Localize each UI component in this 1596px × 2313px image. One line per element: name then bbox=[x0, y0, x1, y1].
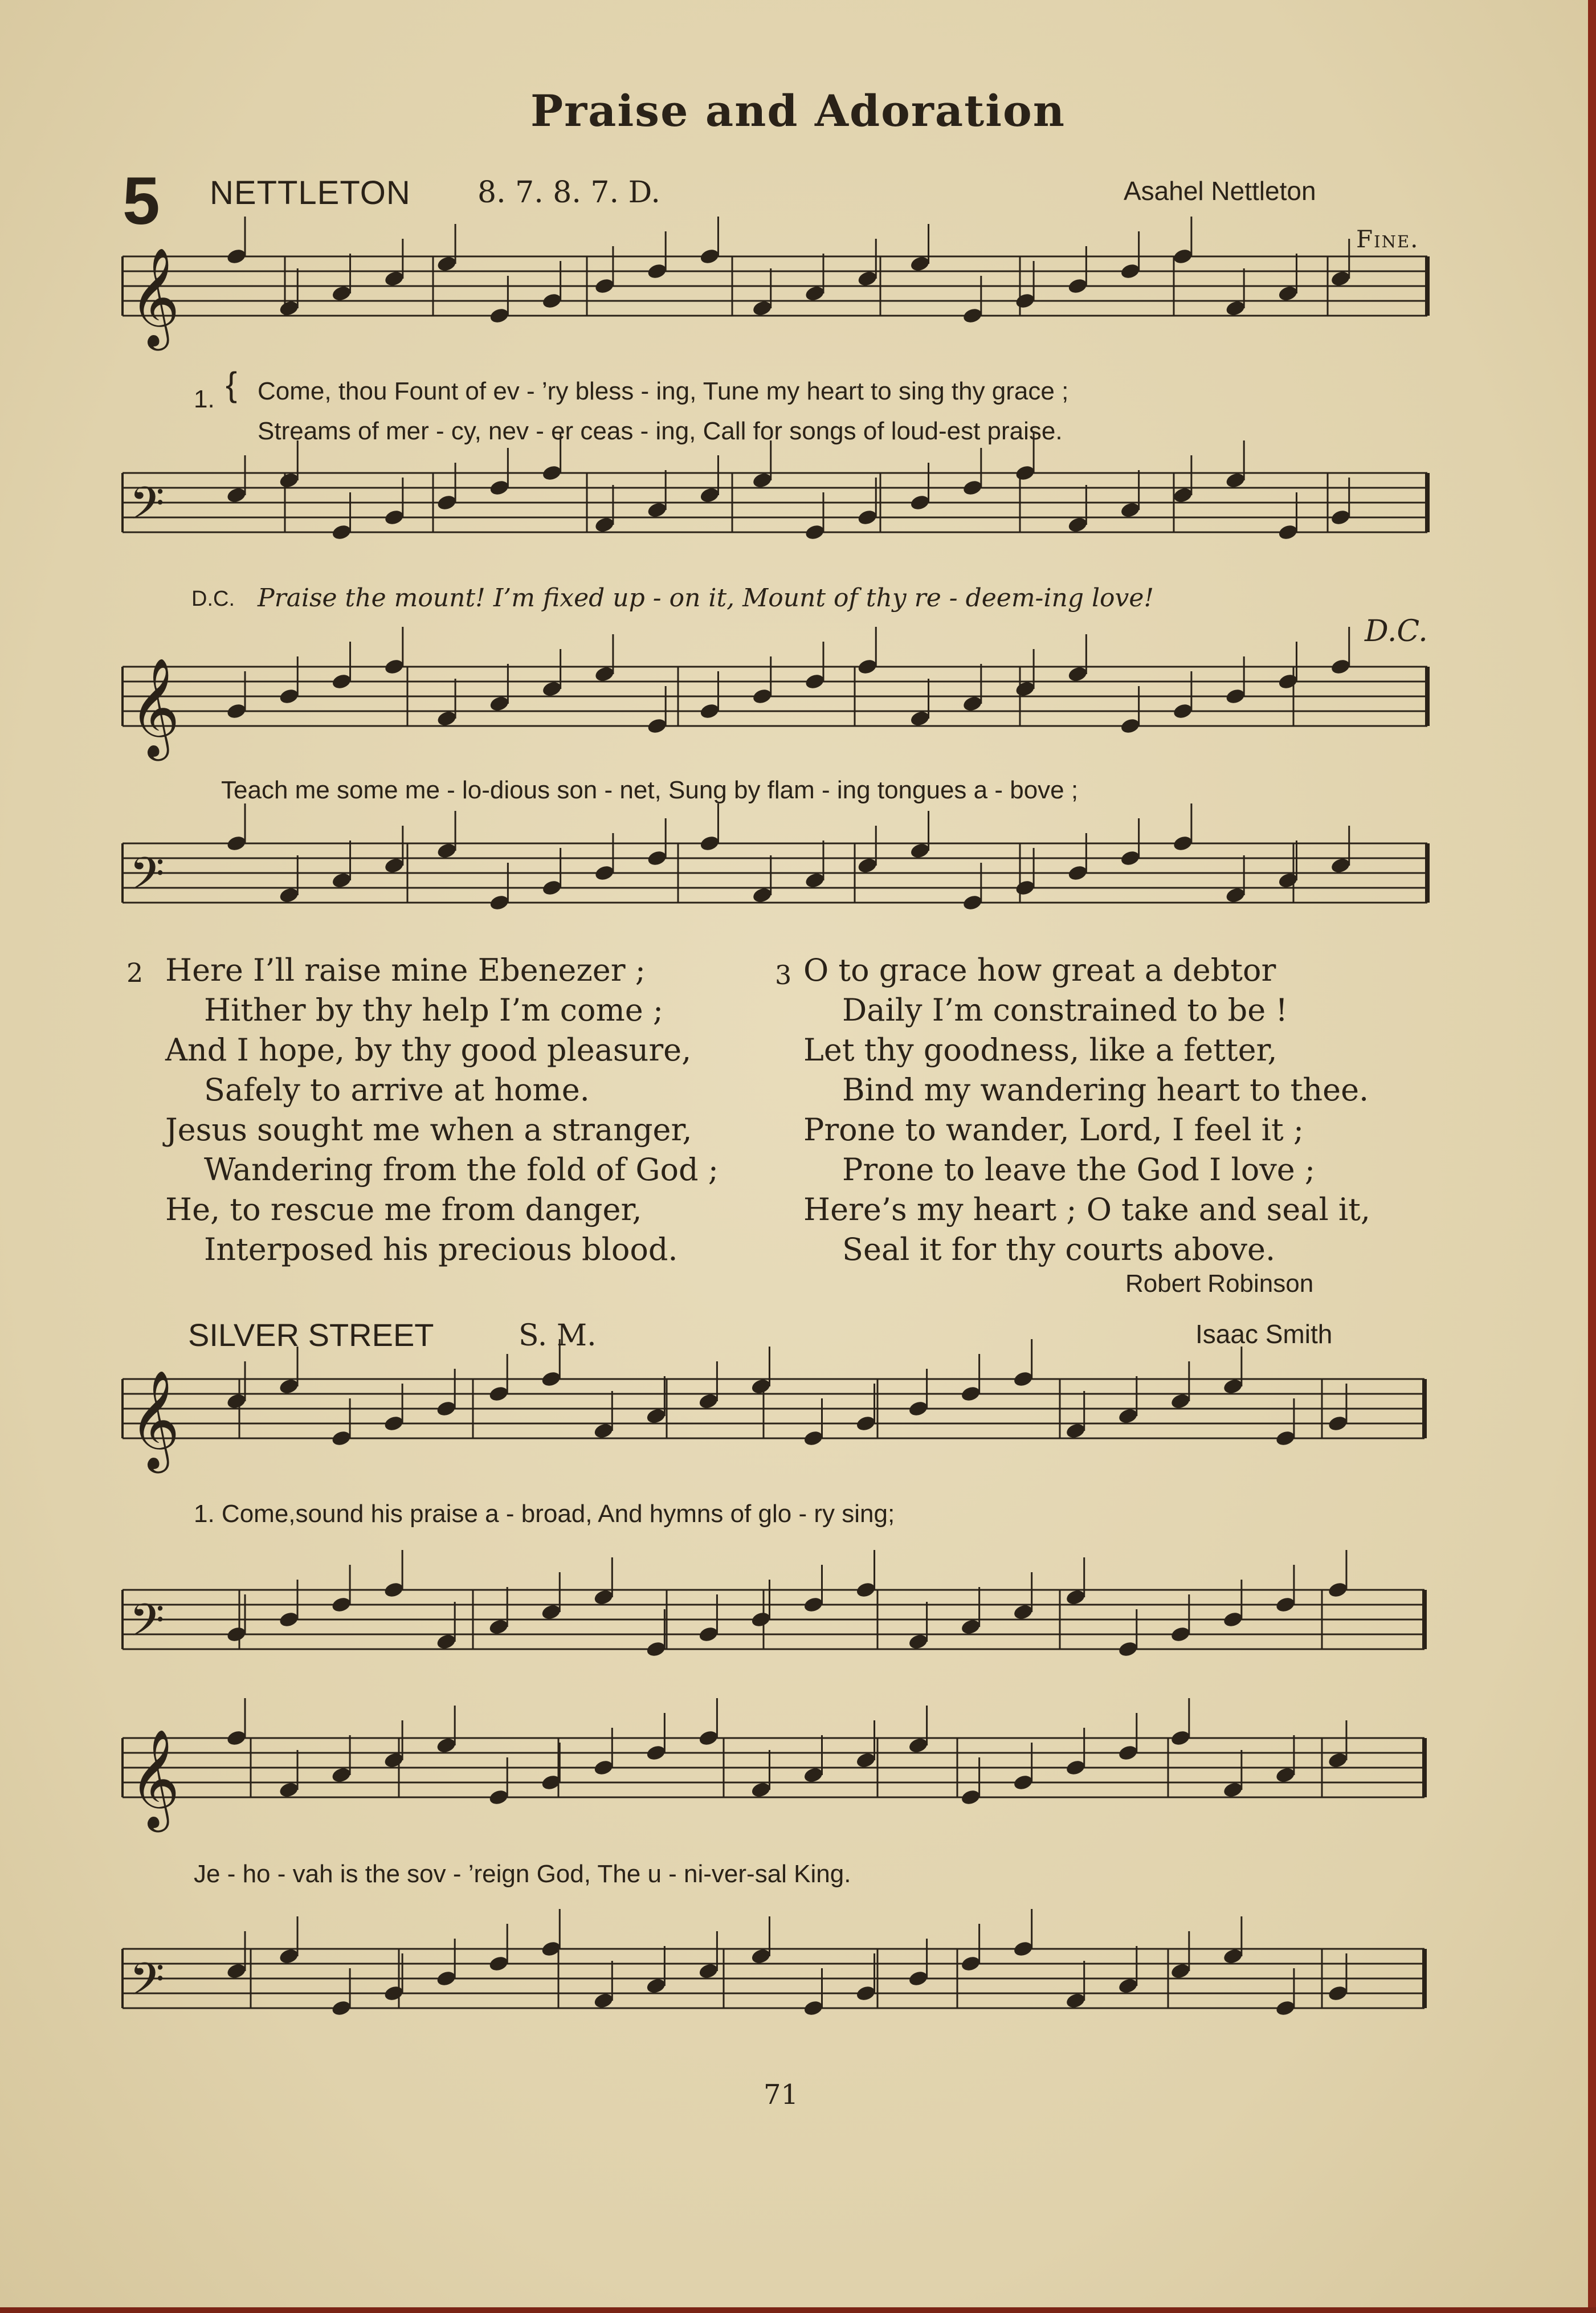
note-head bbox=[646, 501, 668, 519]
note-head bbox=[1275, 1596, 1296, 1614]
note-head bbox=[383, 1984, 405, 2002]
note-head bbox=[226, 702, 247, 720]
note-head bbox=[488, 1955, 509, 1973]
note-head bbox=[804, 284, 826, 303]
note-head bbox=[488, 1618, 509, 1636]
note-head bbox=[488, 1788, 509, 1806]
note-head bbox=[750, 1781, 772, 1799]
note-head bbox=[489, 695, 511, 713]
note-head bbox=[908, 1400, 929, 1418]
note-head bbox=[1120, 717, 1141, 735]
note-head bbox=[699, 247, 721, 266]
note-head bbox=[856, 658, 878, 676]
note-head bbox=[1222, 1781, 1244, 1799]
note-head bbox=[1065, 1992, 1087, 2010]
note-head bbox=[960, 1385, 982, 1403]
bass-clef-icon: 𝄢 bbox=[129, 1594, 165, 1658]
note-head bbox=[909, 493, 931, 512]
note-head bbox=[855, 1414, 877, 1433]
note-head bbox=[908, 1633, 929, 1651]
note-head bbox=[330, 1766, 352, 1784]
page-header: Praise and Adoration bbox=[530, 85, 1066, 136]
fine-mark: Fine. bbox=[1356, 225, 1419, 253]
dc-lyric-line: Praise the mount! I’m fixed up - on it, Mount of thy re - deem-ing love! bbox=[258, 584, 1154, 613]
note-head bbox=[1327, 1984, 1349, 2002]
note-head bbox=[1065, 1422, 1087, 1440]
bass-clef-icon: 𝄢 bbox=[129, 847, 165, 911]
note-head bbox=[698, 1625, 720, 1643]
note-head bbox=[1277, 284, 1299, 303]
note-head bbox=[331, 672, 353, 691]
note-head bbox=[750, 1610, 772, 1629]
stanza-line: Let thy goodness, like a fetter, bbox=[803, 1032, 1277, 1068]
note-head bbox=[541, 879, 563, 897]
note-head bbox=[435, 1969, 457, 1988]
note-head bbox=[488, 1385, 509, 1403]
note-head bbox=[698, 1962, 720, 1980]
treble-clef-icon: 𝄞 bbox=[129, 1370, 180, 1469]
note-head bbox=[804, 523, 826, 541]
note-head bbox=[436, 842, 458, 860]
tune-composer: Isaac Smith bbox=[1195, 1319, 1333, 1349]
note-head bbox=[1222, 1610, 1244, 1629]
note-head bbox=[436, 709, 458, 728]
note-head bbox=[960, 1618, 982, 1636]
note-head bbox=[1170, 1729, 1191, 1747]
note-head bbox=[541, 292, 563, 310]
note-head bbox=[331, 284, 353, 303]
note-head bbox=[1224, 886, 1246, 904]
note-head bbox=[750, 1377, 772, 1396]
note-head bbox=[435, 1400, 457, 1418]
note-head bbox=[1013, 1603, 1034, 1621]
note-head bbox=[1013, 1940, 1034, 1958]
note-head bbox=[435, 1736, 457, 1755]
note-head bbox=[960, 1788, 982, 1806]
note-head bbox=[646, 1977, 667, 1995]
note-head bbox=[1013, 1370, 1034, 1388]
note-head bbox=[1120, 262, 1141, 280]
note-head bbox=[435, 1633, 457, 1651]
stanza-line: Seal it for thy courts above. bbox=[842, 1231, 1276, 1267]
note-head bbox=[646, 717, 668, 735]
note-head bbox=[1172, 702, 1194, 720]
note-head bbox=[962, 479, 983, 497]
note-head bbox=[804, 871, 826, 890]
note-head bbox=[541, 680, 563, 698]
note-head bbox=[908, 1736, 929, 1755]
stanza-number: 2 bbox=[126, 957, 144, 988]
note-head bbox=[752, 299, 773, 317]
note-head bbox=[1067, 277, 1089, 295]
note-head bbox=[1172, 486, 1194, 504]
note-head bbox=[1172, 834, 1194, 852]
note-head bbox=[1327, 1414, 1349, 1433]
note-head bbox=[383, 856, 405, 875]
note-head bbox=[646, 1407, 667, 1425]
lyric-line: Streams of mer - cy, nev - er ceas - ing, Call for songs of loud-est praise. bbox=[258, 417, 1063, 445]
note-head bbox=[909, 255, 931, 273]
note-head bbox=[1065, 1759, 1087, 1777]
note-head bbox=[1275, 1999, 1296, 2017]
note-head bbox=[1170, 1392, 1191, 1410]
treble-clef-icon: 𝄞 bbox=[129, 247, 180, 346]
note-head bbox=[1222, 1947, 1244, 1965]
note-head bbox=[226, 247, 247, 266]
note-head bbox=[226, 486, 247, 504]
note-head bbox=[646, 849, 668, 867]
stanza-line: Daily I’m constrained to be ! bbox=[842, 992, 1288, 1028]
note-head bbox=[962, 307, 983, 325]
stanza-line: Wandering from the fold of God ; bbox=[204, 1152, 719, 1188]
note-head bbox=[383, 1414, 405, 1433]
note-head bbox=[1224, 299, 1246, 317]
note-head bbox=[278, 1947, 300, 1965]
note-head bbox=[646, 1744, 667, 1762]
note-head bbox=[593, 1759, 615, 1777]
note-head bbox=[855, 1581, 877, 1599]
lyric-line: 1. Come,sound his praise a - broad, And hymns of glo - ry sing; bbox=[194, 1500, 895, 1528]
note-head bbox=[383, 1581, 405, 1599]
note-head bbox=[594, 516, 615, 534]
note-head bbox=[1117, 1977, 1139, 1995]
note-head bbox=[962, 695, 983, 713]
note-head bbox=[594, 277, 615, 295]
tune-meter: 8. 7. 8. 7. D. bbox=[477, 176, 660, 210]
note-head bbox=[1224, 687, 1246, 705]
note-head bbox=[752, 687, 773, 705]
note-head bbox=[331, 871, 353, 890]
note-head bbox=[330, 1429, 352, 1447]
note-head bbox=[541, 464, 563, 482]
hymn-author: Robert Robinson bbox=[1125, 1270, 1314, 1298]
treble-clef-icon: 𝄞 bbox=[129, 1729, 180, 1828]
note-head bbox=[909, 709, 931, 728]
stanza-line: Jesus sought me when a stranger, bbox=[165, 1112, 692, 1148]
note-head bbox=[803, 1999, 824, 2017]
note-head bbox=[1067, 665, 1089, 683]
note-head bbox=[436, 493, 458, 512]
note-head bbox=[1065, 1588, 1087, 1606]
note-head bbox=[1277, 871, 1299, 890]
note-head bbox=[1327, 1581, 1349, 1599]
note-head bbox=[1224, 471, 1246, 489]
note-head bbox=[1330, 658, 1352, 676]
note-head bbox=[1330, 270, 1352, 288]
note-head bbox=[330, 1999, 352, 2017]
brace-left-top: { bbox=[226, 365, 238, 403]
note-head bbox=[1330, 508, 1352, 527]
note-head bbox=[908, 1969, 929, 1988]
note-head bbox=[646, 1640, 667, 1658]
note-head bbox=[960, 1955, 982, 1973]
note-head bbox=[489, 307, 511, 325]
dc-label: D.C. bbox=[191, 587, 235, 611]
bass-clef-icon: 𝄢 bbox=[129, 1953, 165, 2017]
note-head bbox=[278, 1377, 300, 1396]
dc-mark: D.C. bbox=[1365, 614, 1428, 648]
bass-clef-icon: 𝄢 bbox=[129, 477, 165, 541]
note-head bbox=[594, 864, 615, 882]
note-head bbox=[594, 665, 615, 683]
note-head bbox=[1275, 1429, 1296, 1447]
note-head bbox=[278, 1610, 300, 1629]
note-head bbox=[1327, 1751, 1349, 1769]
note-head bbox=[226, 1625, 247, 1643]
stanza-number: 3 bbox=[775, 960, 792, 990]
note-head bbox=[331, 523, 353, 541]
note-head bbox=[856, 508, 878, 527]
note-head bbox=[540, 1603, 562, 1621]
note-head bbox=[1013, 1773, 1034, 1792]
stanza-line: He, to rescue me from danger, bbox=[165, 1192, 642, 1227]
note-head bbox=[1120, 849, 1141, 867]
note-head bbox=[1120, 501, 1141, 519]
note-head bbox=[383, 1751, 405, 1769]
note-head bbox=[646, 262, 668, 280]
note-head bbox=[803, 1596, 824, 1614]
stanza-line: Interposed his precious blood. bbox=[204, 1231, 678, 1267]
note-head bbox=[1330, 856, 1352, 875]
note-head bbox=[226, 1392, 247, 1410]
note-head bbox=[1014, 464, 1036, 482]
note-head bbox=[750, 1947, 772, 1965]
note-head bbox=[1172, 247, 1194, 266]
stanza-2 bbox=[165, 951, 719, 1270]
stanza-line: And I hope, by thy good pleasure, bbox=[165, 1032, 692, 1068]
note-head bbox=[436, 255, 458, 273]
note-head bbox=[226, 834, 247, 852]
stanza-line: Here I’ll raise mine Ebenezer ; bbox=[165, 952, 646, 988]
note-head bbox=[1117, 1407, 1139, 1425]
stanza-3 bbox=[803, 951, 1370, 1270]
note-head bbox=[1117, 1640, 1139, 1658]
note-head bbox=[278, 687, 300, 705]
tune-composer: Asahel Nettleton bbox=[1124, 176, 1316, 206]
note-head bbox=[593, 1588, 615, 1606]
note-head bbox=[962, 894, 983, 912]
note-head bbox=[699, 834, 721, 852]
verse-number: 1. bbox=[194, 385, 215, 413]
note-head bbox=[699, 486, 721, 504]
note-head bbox=[752, 886, 773, 904]
stanza-line: Prone to leave the God I love ; bbox=[842, 1152, 1316, 1188]
note-head bbox=[856, 856, 878, 875]
treble-clef-icon: 𝄞 bbox=[129, 658, 180, 757]
note-head bbox=[540, 1370, 562, 1388]
stanza-line: O to grace how great a debtor bbox=[803, 952, 1276, 988]
note-head bbox=[855, 1751, 877, 1769]
page-number: 71 bbox=[764, 2079, 799, 2111]
note-head bbox=[1277, 672, 1299, 691]
note-head bbox=[698, 1392, 720, 1410]
stanza-line: Here’s my heart ; O take and seal it, bbox=[803, 1192, 1371, 1227]
stanza-line: Safely to arrive at home. bbox=[204, 1072, 590, 1108]
note-head bbox=[1277, 523, 1299, 541]
note-head bbox=[803, 1429, 824, 1447]
note-head bbox=[1067, 516, 1089, 534]
note-head bbox=[278, 886, 300, 904]
note-head bbox=[803, 1766, 824, 1784]
note-head bbox=[698, 1729, 720, 1747]
note-head bbox=[278, 1781, 300, 1799]
note-head bbox=[383, 508, 405, 527]
lyric-line: Teach me some me - lo-dious son - net, Sung by flam - ing tongues a - bove ; bbox=[221, 776, 1079, 804]
note-head bbox=[1117, 1744, 1139, 1762]
stanza-line: Prone to wander, Lord, I feel it ; bbox=[803, 1112, 1304, 1148]
tune-meter: S. M. bbox=[519, 1319, 597, 1353]
note-head bbox=[1222, 1377, 1244, 1396]
note-head bbox=[278, 299, 300, 317]
note-head bbox=[752, 471, 773, 489]
hymn-number: 5 bbox=[123, 164, 160, 239]
note-head bbox=[1014, 292, 1036, 310]
tune-name: SILVER STREET bbox=[188, 1317, 434, 1353]
note-head bbox=[383, 270, 405, 288]
note-head bbox=[909, 842, 931, 860]
stanza-line: Bind my wandering heart to thee. bbox=[842, 1072, 1369, 1108]
note-head bbox=[804, 672, 826, 691]
note-head bbox=[489, 894, 511, 912]
note-head bbox=[1014, 680, 1036, 698]
tune-name: NETTLETON bbox=[210, 174, 411, 211]
lyric-line: Je - ho - vah is the sov - ’reign God, The u - ni-ver-sal King. bbox=[194, 1860, 851, 1888]
lyric-line: Come, thou Fount of ev - ’ry bless - ing, Tune my heart to sing thy grace ; bbox=[258, 377, 1069, 405]
note-head bbox=[226, 1962, 247, 1980]
note-head bbox=[1170, 1625, 1191, 1643]
note-head bbox=[330, 1596, 352, 1614]
note-head bbox=[1067, 864, 1089, 882]
note-head bbox=[1275, 1766, 1296, 1784]
note-head bbox=[383, 658, 405, 676]
note-head bbox=[226, 1729, 247, 1747]
note-head bbox=[593, 1422, 615, 1440]
stanza-line: Hither by thy help I’m come ; bbox=[204, 992, 664, 1028]
note-head bbox=[489, 479, 511, 497]
note-head bbox=[278, 471, 300, 489]
note-head bbox=[699, 702, 721, 720]
note-head bbox=[855, 1984, 877, 2002]
note-head bbox=[856, 270, 878, 288]
note-head bbox=[593, 1992, 615, 2010]
note-head bbox=[1170, 1962, 1191, 1980]
note-head bbox=[1014, 879, 1036, 897]
